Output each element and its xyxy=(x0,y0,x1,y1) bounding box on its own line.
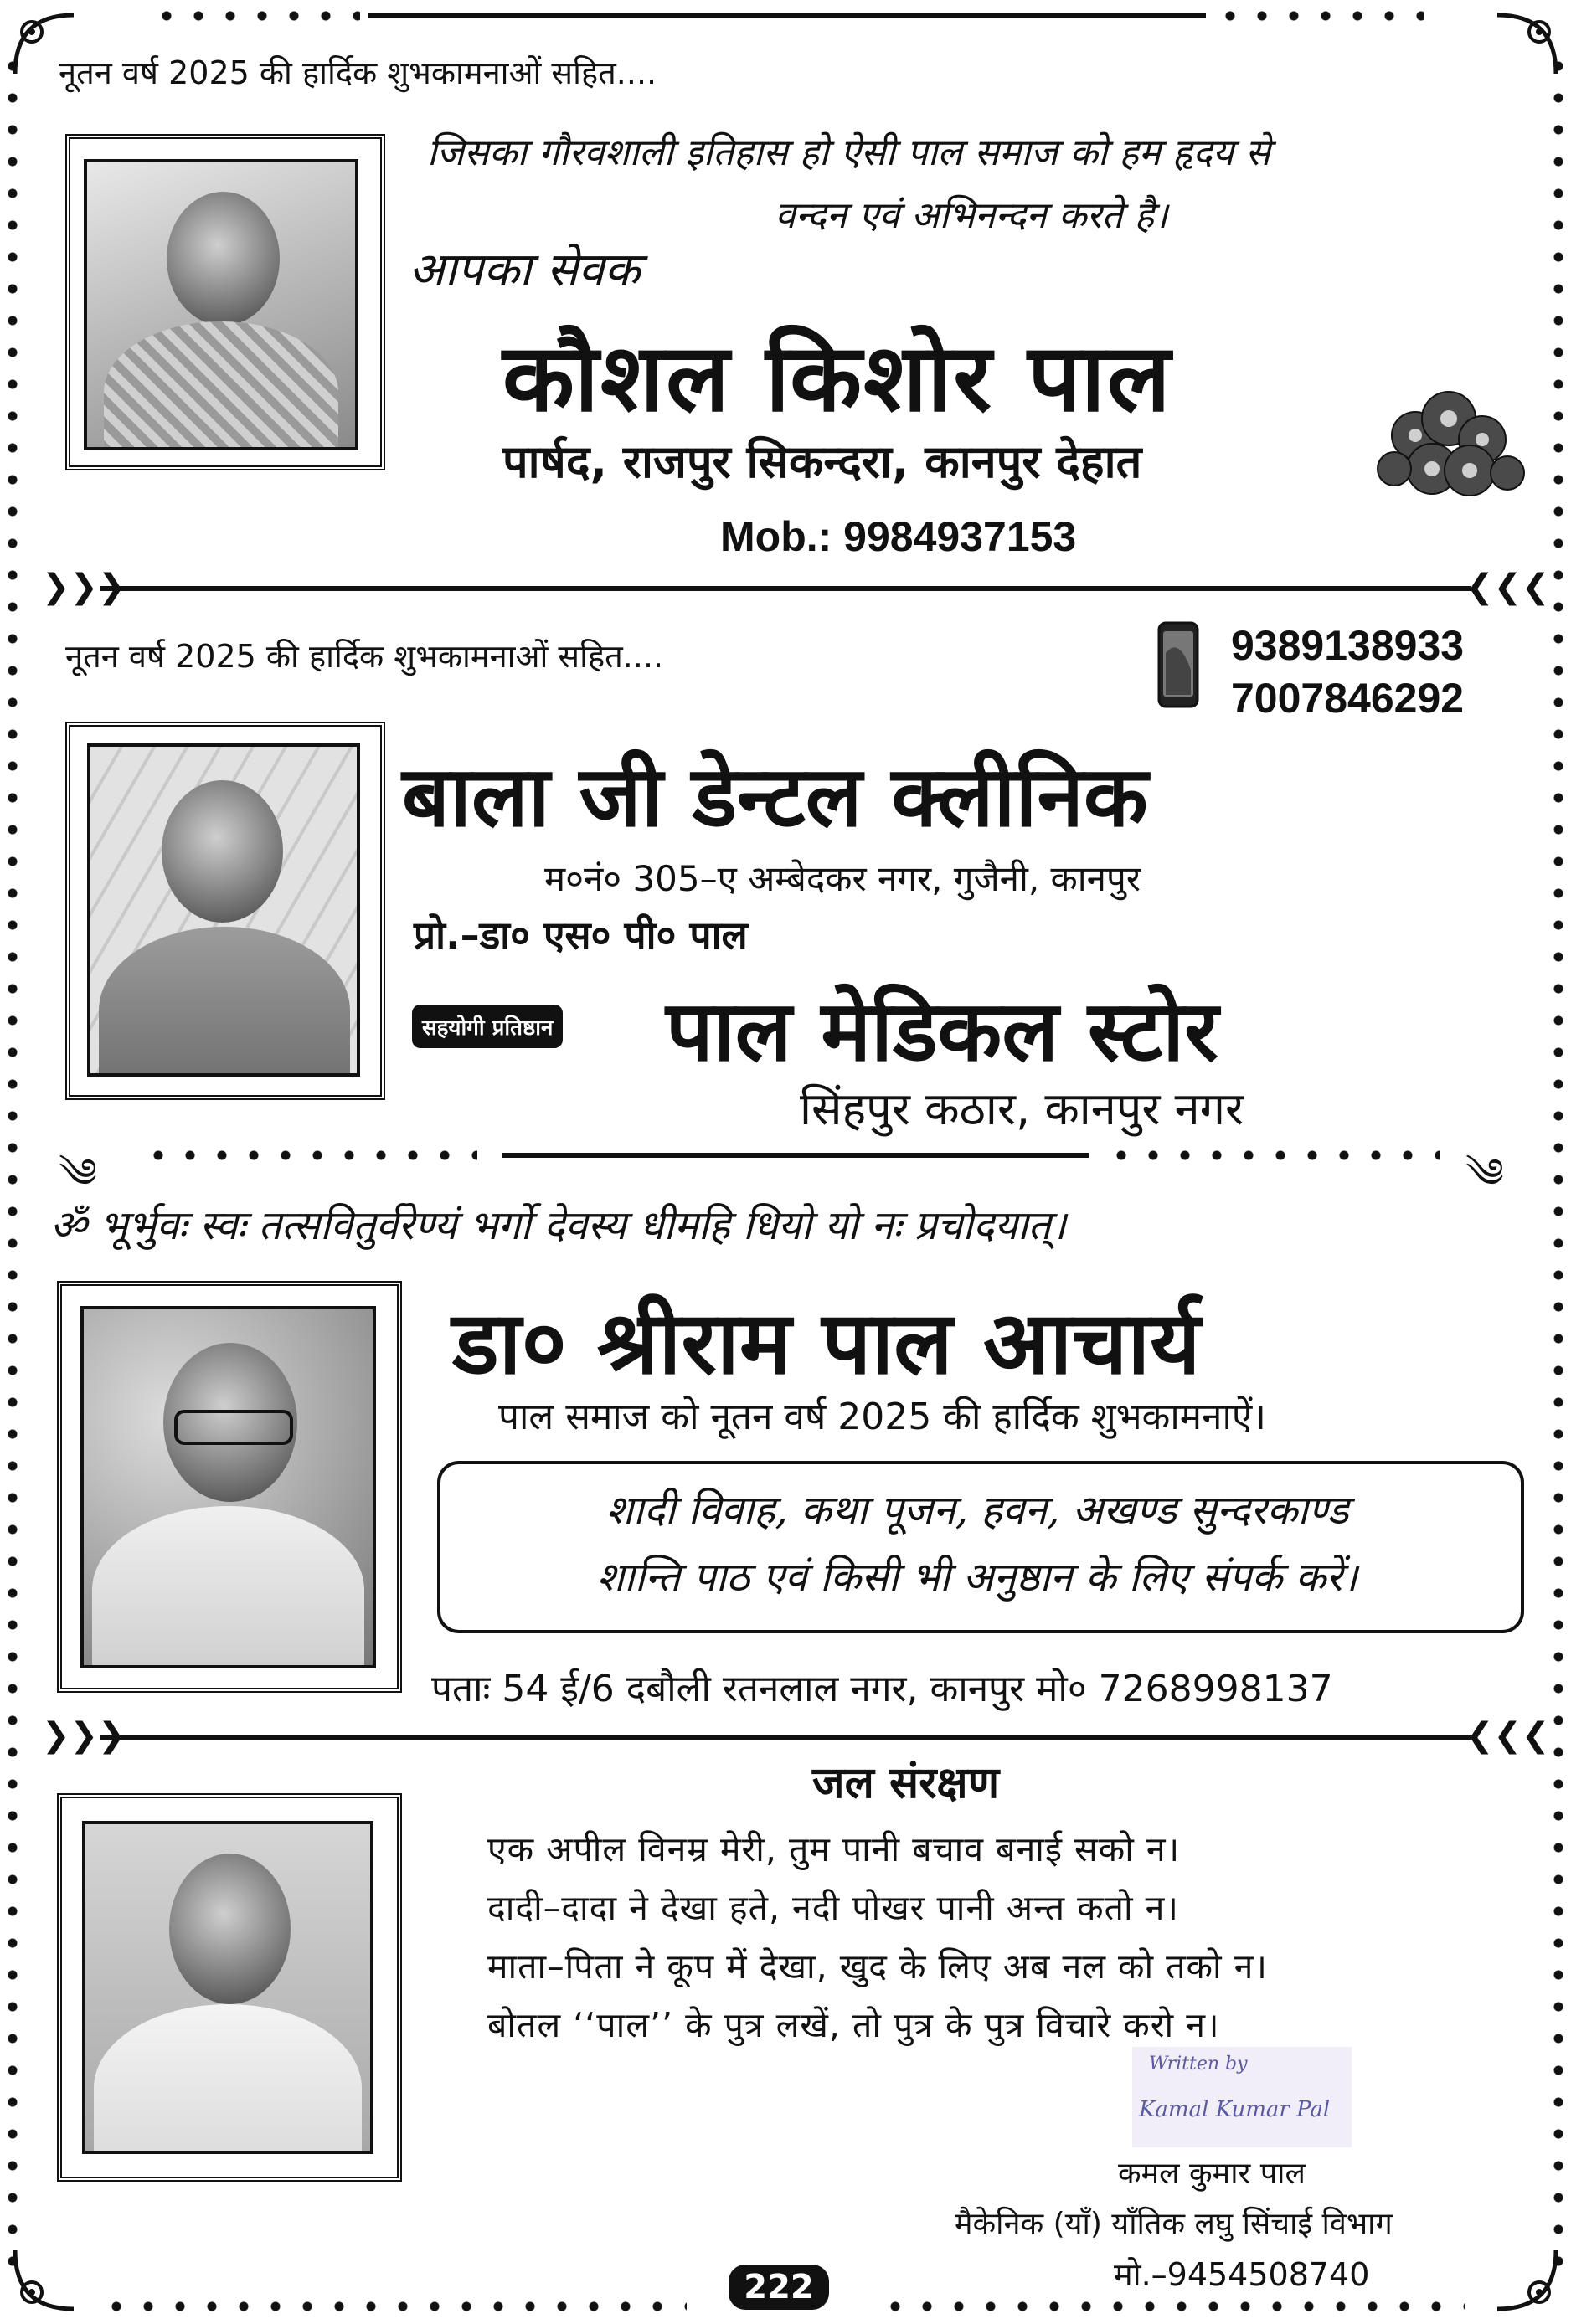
author-title: मैकेनिक (यॉं) यॉंतिक लघु सिंचाई विभाग xyxy=(955,2207,1393,2241)
frame-top-dots-right xyxy=(1214,10,1424,22)
author-name: कमल कुमार पाल xyxy=(1118,2157,1306,2191)
store-address: सिंहपुर कठार, कानपुर नगर xyxy=(800,1082,1244,1135)
mobile-phone-icon xyxy=(1154,620,1204,712)
divider-2-dots-right xyxy=(1105,1149,1440,1161)
water-conservation-heading: जल संरक्षण xyxy=(812,1758,1000,1808)
author-mobile: मो.–9454508740 xyxy=(1114,2256,1370,2293)
acharya-wish: पाल समाज को नूतन वर्ष 2025 की हार्दिक शुभकामनाऐं। xyxy=(498,1396,1266,1438)
poem-line-2: दादी–दादा ने देखा हते, नदी पोखर पानी अन्त कतो न। xyxy=(487,1888,1179,1928)
poem-line-4: बोतल ‘‘पाल’’ के पुत्र लखें, तो पुत्र के पुत्र विचारे करो न। xyxy=(487,2005,1220,2045)
section2-greeting: नूतन वर्ष 2025 की हार्दिक शुभकामनाओं सहित.... xyxy=(65,638,664,675)
divider-1-arrow-left-icon: ❯❯❯ xyxy=(42,568,126,606)
section1-greeting: नूतन वर्ष 2025 की हार्दिक शुभकामनाओं सहित.... xyxy=(59,54,657,91)
clinic-name: बाला जी डेन्टल क्लीनिक xyxy=(402,748,1148,846)
divider-1 xyxy=(100,586,1471,591)
services-line-1: शादी विवाह, कथा पूजन, हवन, अखण्ड सुन्दरकाण्ड xyxy=(605,1487,1349,1534)
photo-shriram xyxy=(80,1306,376,1668)
divider-1-arrow-right-icon: ❮❮❮ xyxy=(1465,568,1550,606)
poem-line-3: माता–पिता ने कूप में देखा, खुद के लिए अब नल को तको न। xyxy=(487,1946,1268,1987)
frame-top-dots-left xyxy=(151,10,360,22)
section1-sevak-label: आपका सेवक xyxy=(409,243,641,297)
poem-line-1: एक अपील विनम्र मेरी, तुम पानी बचाव बनाई सको न। xyxy=(487,1829,1181,1869)
signature-line-2: Kamal Kumar Pal xyxy=(1139,2097,1331,2122)
divider-3-arrow-right-icon: ❮❮❮ xyxy=(1465,1716,1550,1755)
store-name: पाल मेडिकल स्टोर xyxy=(666,982,1219,1080)
frame-right-dots xyxy=(1553,50,1564,2274)
divider-2-scroll-left-icon: ༄ xyxy=(59,1150,97,1197)
signature xyxy=(1132,2047,1352,2147)
acharya-address: पताः 54 ई/6 दबौली रतनलाल नगर, कानपुर मो० 7268998137 xyxy=(431,1668,1333,1710)
corner-ornament-icon xyxy=(1489,2242,1564,2317)
frame-top-rule xyxy=(368,13,1206,18)
divider-2-rule xyxy=(502,1153,1089,1158)
affiliate-badge: सहयोगी प्रतिष्ठान xyxy=(412,1005,563,1048)
divider-3 xyxy=(100,1735,1471,1740)
section1-designation: पार्षद, राजपुर सिकन्दरा, कानपुर देहात xyxy=(502,435,1142,488)
services-line-2: शान्ति पाठ एवं किसी भी अनुष्ठान के लिए संपर्क करें। xyxy=(596,1554,1358,1601)
frame-bottom-dots-left xyxy=(100,2301,687,2312)
section1-name: कौशल किशोर पाल xyxy=(502,324,1172,433)
phone-number-1: 9389138933 xyxy=(1231,622,1465,669)
proprietor-name: प्रो.–डा० एस० पी० पाल xyxy=(414,913,748,958)
divider-3-arrow-left-icon: ❯❯❯ xyxy=(42,1716,126,1755)
divider-2-dots-left xyxy=(142,1149,477,1161)
corner-ornament-icon xyxy=(7,2242,82,2317)
signature-line-1: Written by xyxy=(1149,2054,1248,2075)
phone-number-2: 7007846292 xyxy=(1231,675,1465,722)
corner-ornament-icon xyxy=(1489,7,1564,82)
flower-bouquet-icon xyxy=(1365,377,1532,519)
photo-kaushal xyxy=(84,159,358,450)
clinic-address: म०नं० 305–ए अम्बेदकर नगर, गुजैनी, कानपुर xyxy=(544,858,1141,899)
page-number-badge: 222 xyxy=(729,2265,829,2310)
frame-left-dots xyxy=(7,50,18,2274)
divider-2-scroll-right-icon: ༄ xyxy=(1465,1150,1504,1197)
frame-bottom-dots-right xyxy=(879,2301,1465,2312)
section1-mobile: Mob.: 9984937153 xyxy=(720,513,1077,560)
gayatri-mantra: ॐ भूर्भुवः स्वः तत्सवितुर्वरेण्यं भर्गो देवस्य धीमहि धियो यो नः प्रचोदयात्। xyxy=(50,1202,1067,1249)
photo-sp-pal xyxy=(87,743,360,1077)
section1-tagline-line1: जिसका गौरवशाली इतिहास हो ऐसी पाल समाज को हम हृदय से xyxy=(427,131,1270,174)
acharya-name: डा० श्रीराम पाल आचार्य xyxy=(452,1292,1201,1394)
section1-tagline-line2: वन्दन एवं अभिनन्दन करते है। xyxy=(775,194,1168,237)
photo-kamal xyxy=(82,1821,373,2154)
